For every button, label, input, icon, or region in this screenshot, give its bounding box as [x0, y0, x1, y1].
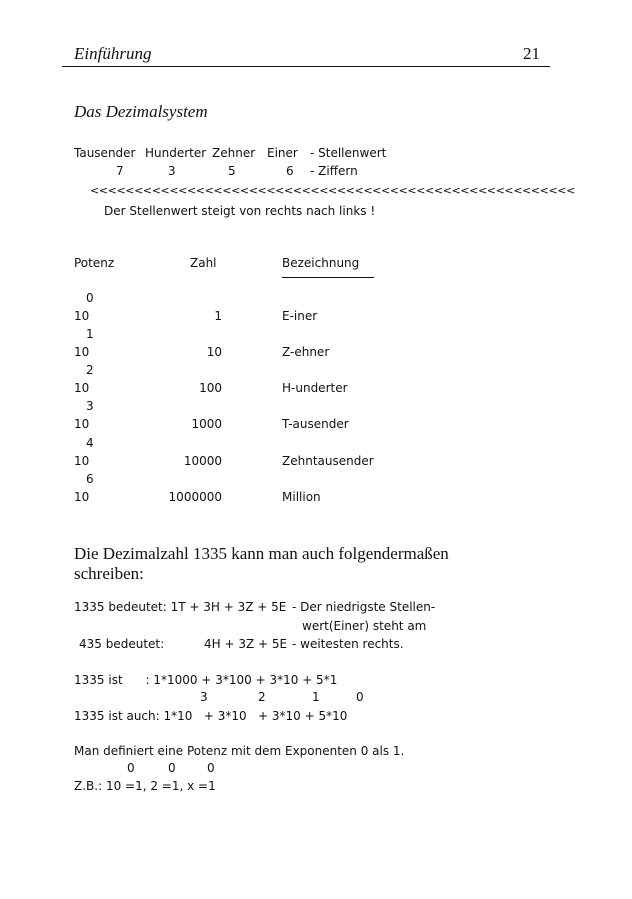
direction-arrows: <<<<<<<<<<<<<<<<<<<<<<<<<<<<<<<<<<<<<<<<<<<<<<<<<<<<<<<: [90, 184, 575, 197]
table-row-base: 10: [74, 454, 90, 468]
intro-paragraph: Die Dezimalzahl 1335 kann man auch folgendermaßen schreiben:: [74, 544, 449, 583]
label-hunderter: Hunderter: [145, 146, 207, 160]
definition-example: Z.B.: 10 =1, 2 =1, x =1: [74, 779, 216, 793]
section-title: Das Dezimalsystem: [74, 102, 208, 121]
digit-tausender: 7: [116, 164, 124, 178]
example-line-435-terms: 4H + 3Z + 5E: [204, 637, 288, 651]
table-row-exponent: 4: [86, 436, 94, 450]
table-row-base: 10: [74, 417, 90, 431]
table-row-exponent: 0: [86, 291, 94, 305]
header-potenz: Potenz: [74, 256, 115, 270]
stellenwert-note: Der Stellenwert steigt von rechts nach links !: [104, 204, 376, 218]
table-row-zahl: 1000: [191, 417, 222, 431]
table-row-bezeichnung: E-iner: [282, 309, 318, 323]
table-row-exponent: 1: [86, 327, 94, 341]
table-row-bezeichnung: H-underter: [282, 381, 348, 395]
label-einer: Einer: [267, 146, 298, 160]
table-row-exponent: 2: [86, 363, 94, 377]
page-number: 21: [523, 44, 540, 63]
table-row-zahl: 10000: [183, 454, 222, 468]
expansion-line: 1335 ist : 1*1000 + 3*100 + 3*10 + 5*1: [74, 673, 338, 687]
power-expansion-line: 1335 ist auch: 1*10 + 3*10 + 3*10 + 5*10: [74, 709, 348, 723]
table-row-bezeichnung: T-ausender: [282, 417, 349, 431]
definition-exponent: 0: [168, 761, 176, 775]
example-note-3: - weitesten rechts.: [292, 637, 404, 651]
table-row-zahl: 1: [214, 309, 222, 323]
table-row-bezeichnung: Z-ehner: [282, 345, 330, 359]
digit-zehner: 5: [228, 164, 236, 178]
table-row-base: 10: [74, 345, 90, 359]
table-row-exponent: 6: [86, 472, 94, 486]
exponent-2: 2: [258, 690, 266, 704]
label-ziffern: - Ziffern: [310, 164, 358, 178]
table-row-base: 10: [74, 490, 90, 504]
label-stellenwert: - Stellenwert: [310, 146, 387, 160]
table-row-bezeichnung: Million: [282, 490, 321, 504]
example-line-435: 435 bedeutet:: [79, 637, 165, 651]
definition-text: Man definiert eine Potenz mit dem Exponenten 0 als 1.: [74, 744, 405, 758]
header-rule: [62, 66, 550, 67]
table-header-rule: [282, 277, 374, 278]
digit-hunderter: 3: [168, 164, 176, 178]
running-header-title: Einführung: [74, 44, 152, 63]
example-note-2: wert(Einer) steht am: [302, 619, 427, 633]
exponent-3: 3: [200, 690, 208, 704]
exponent-0: 0: [356, 690, 364, 704]
label-tausender: Tausender: [74, 146, 136, 160]
example-line-1335: 1335 bedeutet: 1T + 3H + 3Z + 5E: [74, 600, 287, 614]
table-row-zahl: 10: [206, 345, 222, 359]
table-row-zahl: 1000000: [168, 490, 222, 504]
exponent-1: 1: [312, 690, 320, 704]
header-zahl: Zahl: [190, 256, 217, 270]
header-bezeichnung: Bezeichnung: [282, 256, 360, 270]
table-row-base: 10: [74, 309, 90, 323]
definition-exponent: 0: [127, 761, 135, 775]
table-row-exponent: 3: [86, 399, 94, 413]
digit-einer: 6: [286, 164, 294, 178]
label-zehner: Zehner: [212, 146, 256, 160]
table-row-zahl: 100: [199, 381, 222, 395]
table-row-base: 10: [74, 381, 90, 395]
table-row-bezeichnung: Zehntausender: [282, 454, 374, 468]
example-note-1: - Der niedrigste Stellen-: [292, 600, 436, 614]
definition-exponent: 0: [207, 761, 215, 775]
